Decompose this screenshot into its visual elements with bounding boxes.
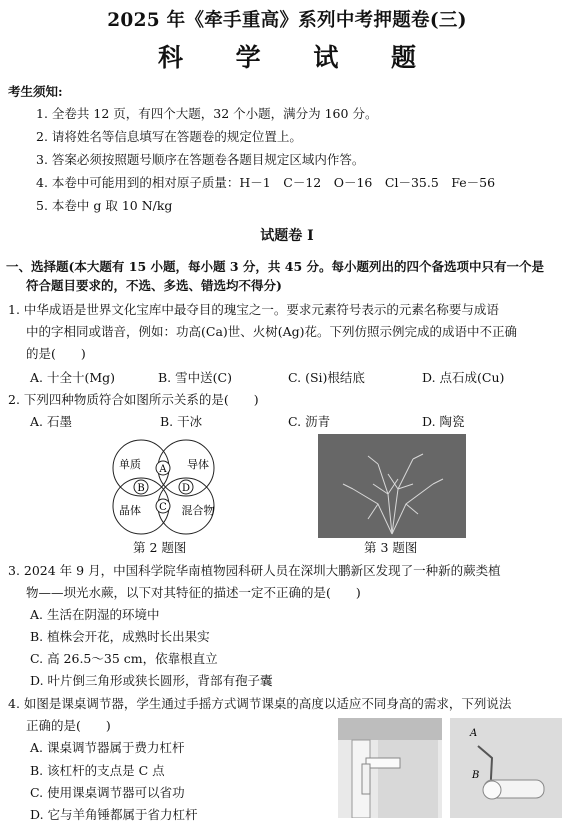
- q3-caption: 第 3 题图: [364, 540, 418, 555]
- notice-item-2: 2. 请将姓名等信息填写在答题卷的规定位置上。: [36, 129, 302, 144]
- q1-option-d: D. 点石成(Cu): [422, 370, 505, 385]
- q1-option-b: B. 雪中送(C): [158, 370, 232, 385]
- photo-label-a: A: [470, 728, 478, 739]
- venn-region-b: B: [137, 483, 145, 494]
- q1-option-c: C. (Si)根结底: [288, 370, 365, 385]
- fern-photo: [318, 434, 466, 538]
- q3-option-d: D. 叶片倒三角形或狭长圆形，背部有孢子囊: [30, 673, 273, 688]
- notice-item-4: 4. 本卷中可能用到的相对原子质量：H－1 C－12 O－16 Cl－35.5 Fe－56: [36, 175, 496, 190]
- section1-heading-line1: 一、选择题(本大题有 15 小题，每小题 3 分，共 45 分。每小题列出的四个备选项中只有一个是: [6, 259, 545, 274]
- q3-line2: 物——坝光水蕨，以下对其特征的描述一定不正确的是( ): [26, 585, 361, 600]
- q2-option-b: B. 干冰: [160, 414, 203, 429]
- q3-option-b: B. 植株会开花，成熟时长出果实: [30, 629, 210, 644]
- q4-option-a: A. 课桌调节器属于费力杠杆: [30, 740, 185, 755]
- notice-item-5: 5. 本卷中 g 取 10 N/kg: [36, 198, 173, 213]
- venn-region-a: A: [159, 464, 167, 475]
- q1-line3: 的是( ): [26, 346, 86, 361]
- venn-label-mixture: 混合物: [181, 504, 215, 517]
- q4-option-c: C. 使用课桌调节器可以省功: [30, 785, 185, 800]
- paper-subtitle: 科 学 试 题: [157, 43, 439, 72]
- q1-line2: 中的字相同或谐音，例如：功高(Ca)世、火树(Ag)花。下列仿照示例完成的成语中不正确: [26, 324, 518, 339]
- q2-line1: 2. 下列四种物质符合如图所示关系的是( ): [8, 392, 259, 407]
- desk-adjuster-photo-right: [450, 718, 562, 818]
- venn-region-c: C: [159, 502, 167, 513]
- venn-diagram: [108, 436, 220, 538]
- q4-option-d: D. 它与羊角锤都属于省力杠杆: [30, 807, 198, 821]
- q4-line2: 正确的是( ): [26, 718, 111, 733]
- venn-label-crystal: 晶体: [119, 504, 141, 517]
- paper-title: 2025 年《牵手重高》系列中考押题卷(三): [107, 10, 467, 31]
- notice-item-1: 1. 全卷共 12 页，有四个大题，32 个小题，满分为 160 分。: [36, 106, 378, 121]
- q1-option-a: A. 十全十(Mg): [30, 370, 116, 385]
- notice-heading: 考生须知:: [8, 84, 63, 99]
- volume-title: 试题卷 Ⅰ: [260, 228, 314, 244]
- photo-label-b: B: [472, 770, 480, 781]
- q2-option-c: C. 沥青: [288, 414, 331, 429]
- venn-label-conductor: 导体: [187, 458, 209, 471]
- q4-option-b: B. 该杠杆的支点是 C 点: [30, 763, 165, 778]
- section1-heading-line2: 符合题目要求的，不选、多选、错选均不得分): [26, 278, 282, 293]
- q3-option-a: A. 生活在阴湿的环境中: [30, 607, 160, 622]
- q2-caption: 第 2 题图: [133, 540, 187, 555]
- venn-region-d: D: [181, 483, 191, 494]
- q4-line1: 4. 如图是课桌调节器，学生通过手摇方式调节课桌的高度以适应不同身高的需求，下列说法: [8, 696, 512, 711]
- notice-item-3: 3. 答案必须按照题号顺序在答题卷各题目规定区域内作答。: [36, 152, 365, 167]
- q1-line1: 1. 中华成语是世界文化宝库中最夺目的瑰宝之一。要求元素符号表示的元素名称要与成语: [8, 302, 499, 317]
- q3-option-c: C. 高 26.5～35 cm，依靠根直立: [30, 651, 218, 666]
- q2-option-a: A. 石墨: [30, 414, 72, 429]
- q2-option-d: D. 陶瓷: [422, 414, 465, 429]
- desk-adjuster-photo-left: [338, 718, 442, 818]
- venn-label-elementary: 单质: [119, 458, 141, 471]
- q3-line1: 3. 2024 年 9 月，中国科学院华南植物园科研人员在深圳大鹏新区发现了一种新的蕨类植: [8, 563, 501, 578]
